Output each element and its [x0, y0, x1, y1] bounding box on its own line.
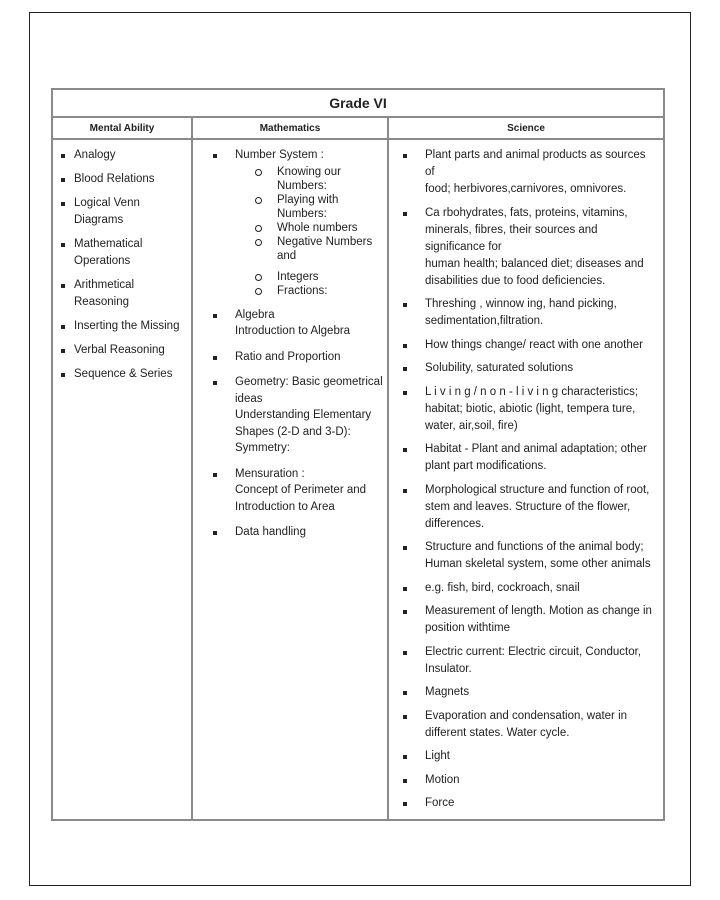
number-system-subitem: [255, 235, 383, 263]
science-text: Light: [425, 750, 450, 762]
circle-bullet-icon: [255, 197, 262, 204]
circle-bullet-icon: [255, 288, 262, 295]
science-item: [403, 539, 657, 573]
square-bullet-icon: [403, 448, 407, 452]
science-item: [403, 296, 657, 330]
square-bullet-icon: [403, 802, 407, 806]
square-bullet-icon: [403, 391, 407, 395]
square-bullet-icon: [403, 212, 407, 216]
mathematics-item: [213, 466, 383, 516]
science-text: Structure and functions of the animal body;: [425, 541, 644, 553]
science-item: [403, 205, 657, 290]
square-bullet-icon: [403, 489, 407, 493]
mathematics-text: Introduction to Area: [235, 500, 335, 513]
square-bullet-icon: [403, 755, 407, 759]
science-list: [389, 140, 663, 812]
square-bullet-icon: [61, 325, 65, 329]
mathematics-text: Shapes (2-D and 3-D):: [235, 425, 351, 438]
science-item: [403, 441, 657, 475]
number-system-subitem-text: Negative Numbers: [277, 235, 373, 248]
mathematics-text: Ratio and Proportion: [235, 350, 341, 363]
mental-ability-text: Inserting the Missing: [74, 320, 180, 332]
science-text: Habitat - Plant and animal adaptation; other: [425, 443, 647, 455]
mathematics-text: Introduction to Algebra: [235, 325, 351, 337]
title-row: [52, 89, 664, 117]
science-item: [403, 684, 657, 701]
mathematics-text: Symmetry:: [235, 442, 290, 454]
mathematics-list: [193, 140, 387, 541]
mental-ability-text: Arithmetical: [74, 279, 135, 291]
science-text: Magnets: [425, 686, 470, 698]
mental-ability-text: Verbal Reasoning: [74, 344, 165, 356]
square-bullet-icon: [213, 356, 217, 360]
mental-ability-item: [61, 147, 187, 164]
mental-ability-list: [53, 140, 191, 383]
square-bullet-icon: [213, 473, 217, 477]
square-bullet-icon: [213, 531, 217, 535]
mental-ability-text: Blood Relations: [74, 173, 155, 185]
mathematics-text: Number System :: [235, 149, 324, 161]
circle-bullet-icon: [255, 169, 262, 176]
number-system-subitem-text: Playing with: [277, 193, 339, 206]
square-bullet-icon: [61, 349, 65, 353]
number-system-subitem-text: Integers: [277, 270, 319, 283]
mathematics-item: [213, 307, 383, 340]
science-item: [403, 748, 657, 765]
circle-bullet-icon: [255, 239, 262, 246]
mathematics-item: [213, 349, 383, 366]
science-text: habitat; biotic, abiotic (light, tempera ture,: [425, 402, 636, 415]
science-text: human health; balanced diet; diseases and: [425, 257, 644, 270]
square-bullet-icon: [403, 154, 407, 158]
number-system-subitem-text: Numbers:: [277, 207, 327, 220]
number-system-subitem: [255, 221, 383, 235]
science-text: stem and leaves. Structure of the flower,: [425, 500, 631, 513]
square-bullet-icon: [213, 314, 217, 318]
science-text: Force: [425, 797, 455, 809]
header-mental-ability: Mental Ability: [52, 117, 192, 139]
header-mathematics: Mathematics: [192, 117, 388, 139]
circle-bullet-icon: [255, 274, 262, 281]
square-bullet-icon: [61, 373, 65, 377]
mathematics-cell: [192, 139, 388, 820]
number-system-subitem: [255, 270, 383, 284]
mental-ability-text: Reasoning: [74, 296, 129, 308]
mathematics-text: ideas: [235, 392, 263, 405]
number-system-subitem-text: Fractions:: [277, 284, 328, 297]
square-bullet-icon: [403, 303, 407, 307]
mental-ability-text: Operations: [74, 255, 131, 267]
square-bullet-icon: [403, 691, 407, 695]
header-science: Science: [388, 117, 664, 139]
science-text: Solubility, saturated solutions: [425, 362, 574, 374]
science-text: sedimentation,filtration.: [425, 315, 544, 327]
square-bullet-icon: [403, 610, 407, 614]
science-item: [403, 708, 657, 742]
mental-ability-item: [61, 236, 187, 270]
science-item: [403, 147, 657, 198]
mental-ability-text: Sequence & Series: [74, 368, 173, 380]
science-item: [403, 360, 657, 377]
science-text: Evaporation and condensation, water in: [425, 709, 628, 722]
number-system-subitem: [255, 284, 383, 298]
mathematics-text: Concept of Perimeter and: [235, 484, 367, 496]
science-item: [403, 795, 657, 812]
number-system-sublist: [235, 165, 383, 298]
square-bullet-icon: [61, 178, 65, 182]
science-item: [403, 580, 657, 597]
square-bullet-icon: [403, 546, 407, 550]
science-text: different states. Water cycle.: [425, 726, 570, 739]
mathematics-text: Mensuration :: [235, 467, 305, 480]
mental-ability-item: [61, 318, 187, 335]
mathematics-text: Algebra: [235, 308, 275, 321]
square-bullet-icon: [61, 154, 65, 158]
square-bullet-icon: [403, 367, 407, 371]
science-text: differences.: [425, 517, 485, 530]
science-text: Insulator.: [425, 662, 472, 675]
square-bullet-icon: [403, 779, 407, 783]
mathematics-text: Geometry: Basic geometrical: [235, 376, 383, 388]
science-item: [403, 644, 657, 678]
science-item: [403, 603, 657, 637]
mental-ability-item: [61, 171, 187, 188]
mathematics-text: Understanding Elementary: [235, 409, 372, 421]
science-text: plant part modifications.: [425, 460, 547, 472]
science-text: How things change/ react with one another: [425, 338, 643, 351]
mental-ability-item: [61, 195, 187, 229]
science-text: Motion: [425, 773, 460, 786]
square-bullet-icon: [61, 243, 65, 247]
square-bullet-icon: [403, 344, 407, 348]
science-text: Morphological structure and function of root,: [425, 483, 650, 496]
square-bullet-icon: [403, 715, 407, 719]
number-system-subitem-text: Numbers:: [277, 179, 327, 192]
syllabus-table: [51, 88, 665, 821]
science-text: Plant parts and animal products as sources of: [425, 149, 646, 178]
mental-ability-item: [61, 277, 187, 311]
science-text: disabilities due to food deficiencies.: [425, 274, 606, 287]
square-bullet-icon: [403, 587, 407, 591]
science-item: [403, 337, 657, 354]
header-row: [52, 117, 664, 139]
square-bullet-icon: [61, 202, 65, 206]
science-text: e.g. fish, bird, cockroach, snail: [425, 581, 580, 594]
mathematics-text: Data handling: [235, 526, 306, 538]
square-bullet-icon: [403, 651, 407, 655]
mental-ability-text: Logical Venn Diagrams: [74, 197, 140, 226]
science-text: Ca rbohydrates, fats, proteins, vitamins,: [425, 206, 628, 219]
science-text: Electric current: Electric circuit, Conductor,: [425, 645, 642, 658]
science-text: food; herbivores,carnivores, omnivores.: [425, 183, 627, 195]
mental-ability-item: [61, 366, 187, 383]
mental-ability-text: Mathematical: [74, 238, 143, 250]
science-item: [403, 384, 657, 435]
science-text: Measurement of length. Motion as change in: [425, 605, 652, 617]
content-row: [52, 139, 664, 820]
science-text: water, air,soil, fire): [425, 419, 518, 432]
number-system-subitem: [255, 165, 383, 193]
grade-title: Grade VI: [52, 89, 664, 117]
science-item: [403, 772, 657, 789]
mathematics-item: [213, 147, 383, 298]
mental-ability-item: [61, 342, 187, 359]
science-cell: [388, 139, 664, 820]
number-system-subitem-text: Whole numbers: [277, 221, 358, 234]
mental-ability-cell: [52, 139, 192, 820]
number-system-subitem-text: and: [277, 249, 297, 262]
mathematics-item: [213, 524, 383, 541]
science-item: [403, 482, 657, 533]
mental-ability-text: Analogy: [74, 149, 116, 161]
circle-bullet-icon: [255, 225, 262, 232]
square-bullet-icon: [61, 284, 65, 288]
science-text: Threshing , winnow ing, hand picking,: [425, 298, 617, 310]
science-text: Human skeletal system, some other animals: [425, 558, 651, 570]
square-bullet-icon: [213, 381, 217, 385]
square-bullet-icon: [213, 154, 217, 158]
science-text: position withtime: [425, 622, 511, 634]
science-text: minerals, fibres, their sources and significance for: [425, 223, 598, 253]
mathematics-item: [213, 374, 383, 457]
number-system-subitem-text: Knowing our: [277, 165, 341, 178]
number-system-subitem: [255, 193, 383, 221]
science-text: L i v i n g / n o n - l i v i n g characteristics;: [425, 385, 639, 398]
